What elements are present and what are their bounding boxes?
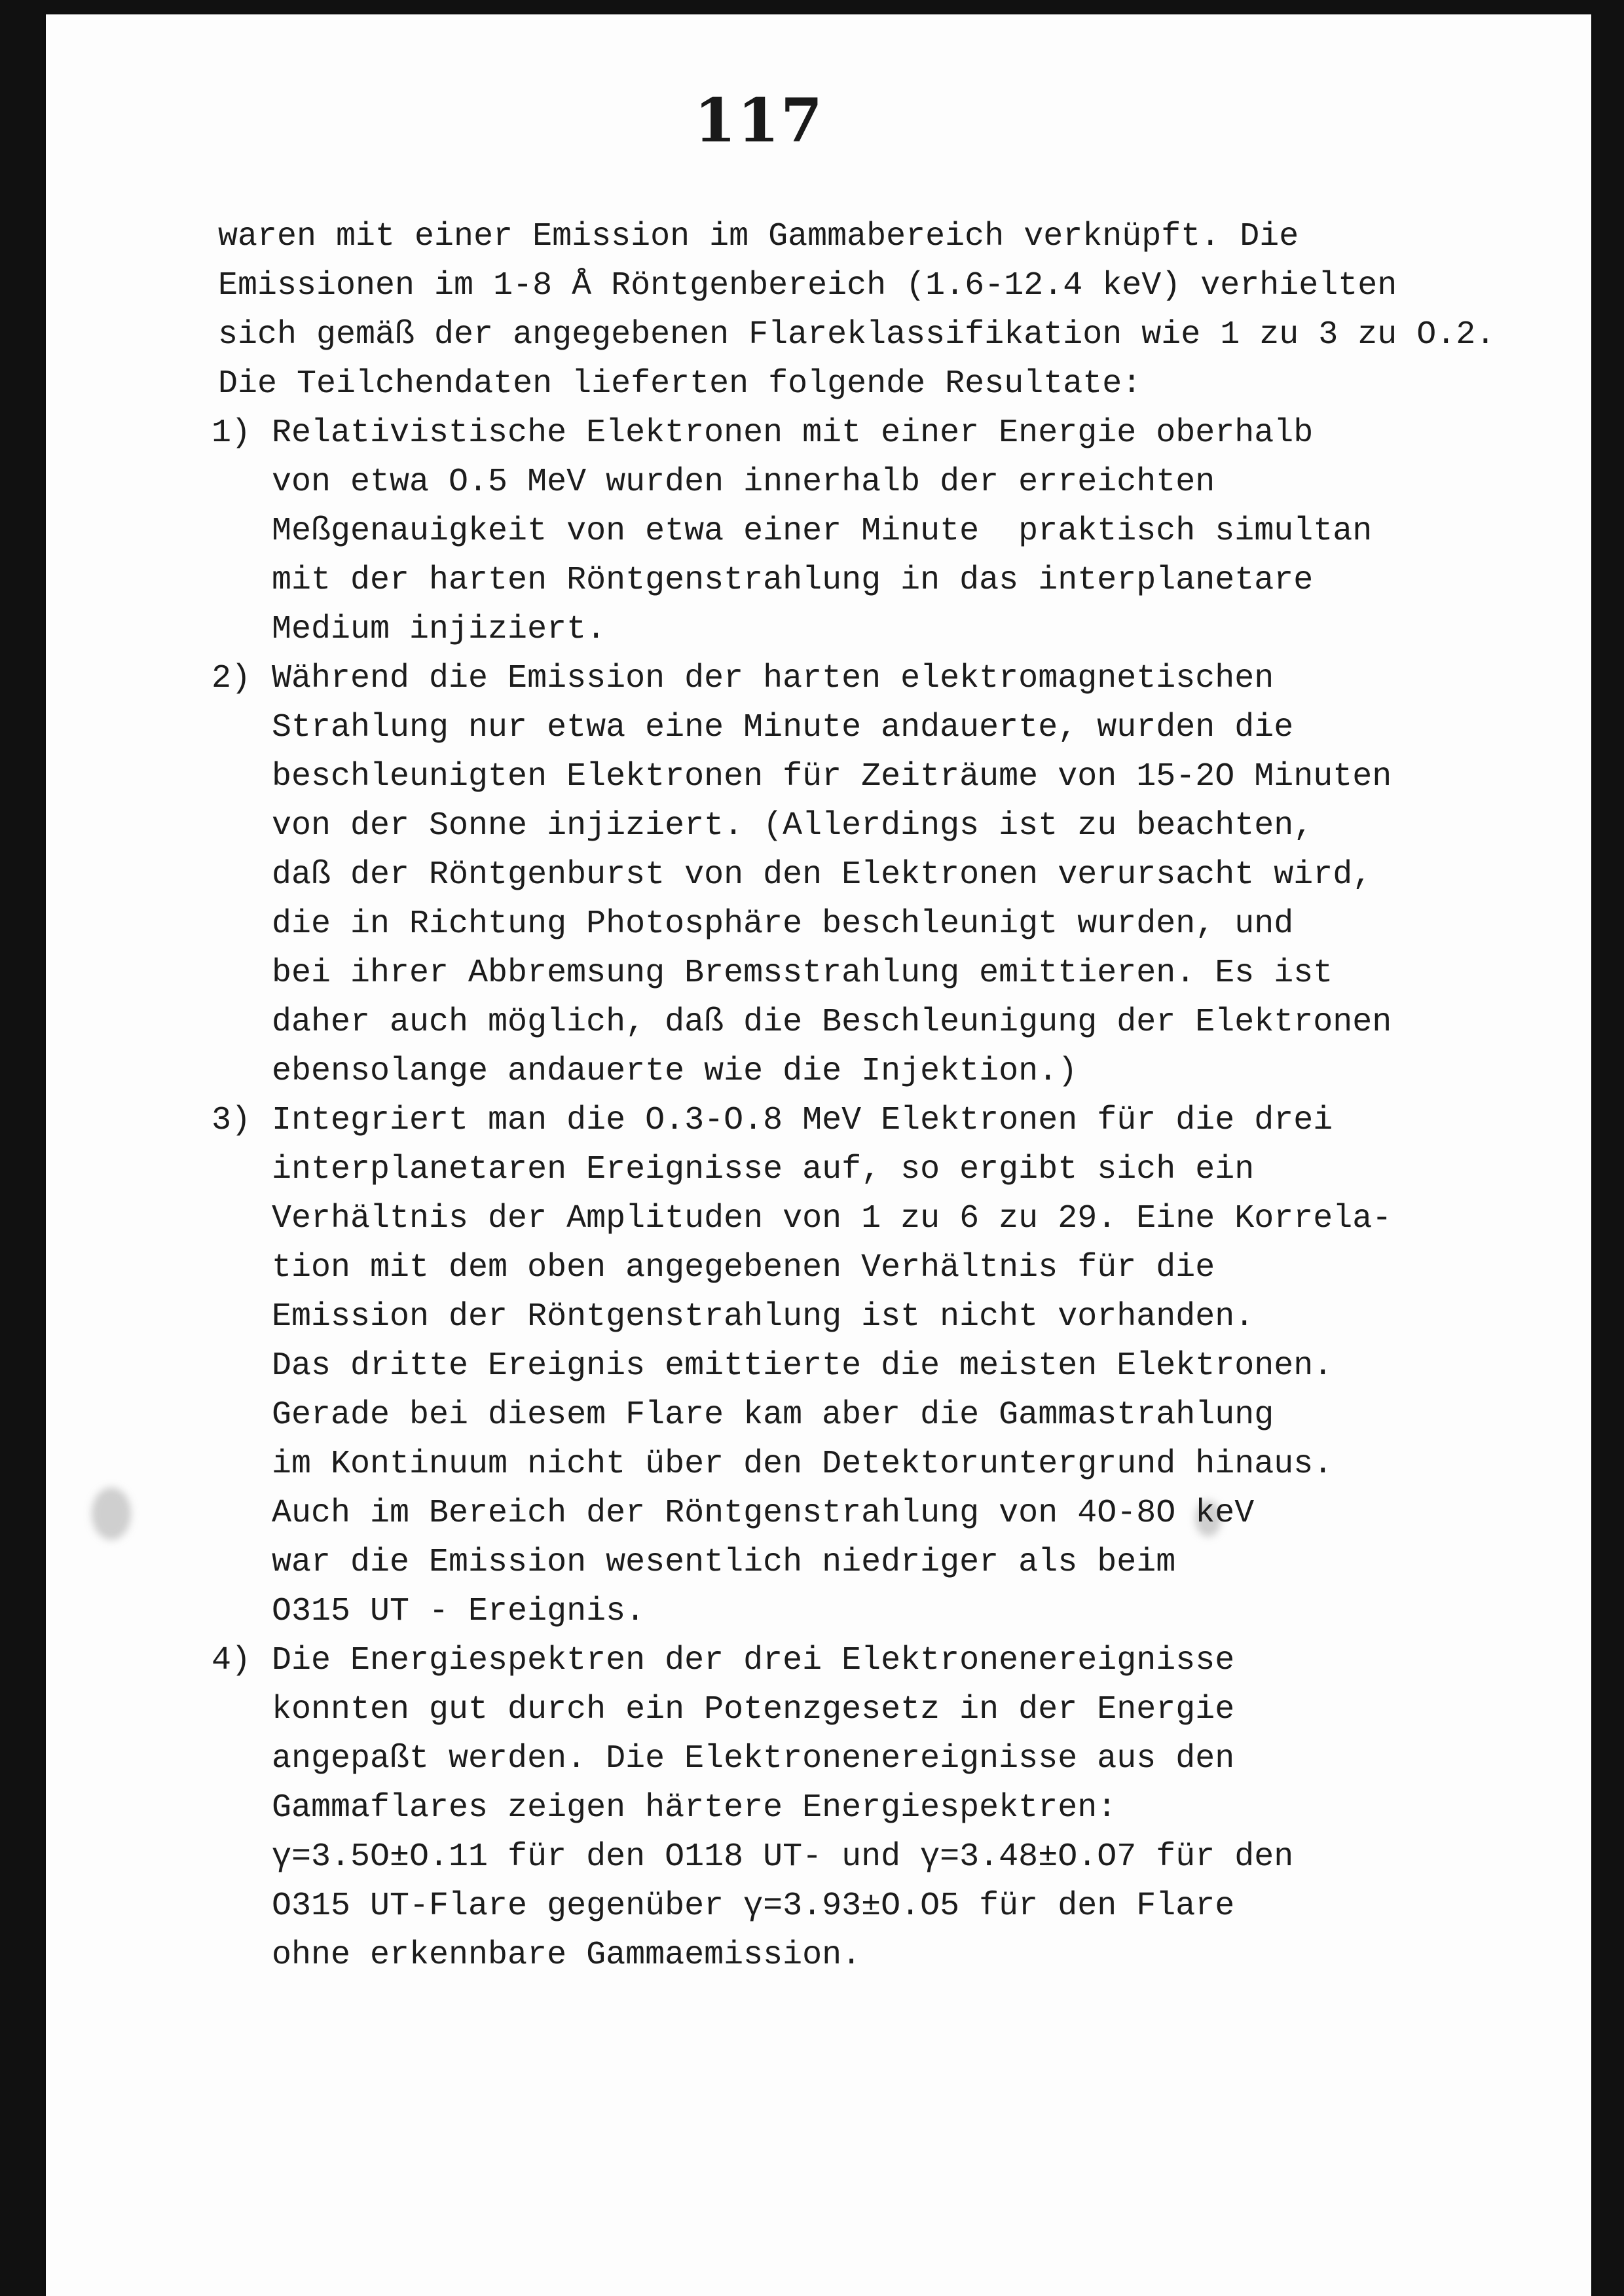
- list-item-line: ohne erkennbare Gammaemission.: [272, 1937, 862, 1974]
- list-item-line: Verhältnis der Amplituden von 1 zu 6 zu 29. Eine Korrela-: [272, 1200, 1392, 1237]
- list-item-line: Medium injiziert.: [272, 611, 606, 648]
- text-line: sich gemäß der angegebenen Flareklassifikation wie 1 zu 3 zu O.2.: [218, 316, 1496, 354]
- list-item-line: war die Emission wesentlich niedriger als beim: [272, 1544, 1176, 1581]
- list-marker: 4): [212, 1642, 251, 1679]
- text-line: Die Teilchendaten lieferten folgende Resultate:: [218, 365, 1142, 403]
- smudge-mark: [92, 1487, 131, 1540]
- list-item-line: Die Energiespektren der drei Elektronenereignisse: [272, 1642, 1235, 1679]
- page-number: 117: [694, 85, 824, 156]
- list-item-line: Integriert man die O.3-O.8 MeV Elektronen für die drei: [272, 1102, 1333, 1139]
- list-item-line: tion mit dem oben angegebenen Verhältnis für die: [272, 1249, 1215, 1286]
- list-item-line: bei ihrer Abbremsung Bremsstrahlung emittieren. Es ist: [272, 955, 1333, 992]
- list-marker: 2): [212, 660, 251, 697]
- list-item-line: von der Sonne injiziert. (Allerdings ist zu beachten,: [272, 807, 1314, 845]
- list-item-line: Gammaflares zeigen härtere Energiespektren:: [272, 1789, 1117, 1827]
- text-line: Emissionen im 1-8 Å Röntgenbereich (1.6-12.4 keV) verhielten: [218, 267, 1397, 304]
- list-item-line: Emission der Röntgenstrahlung ist nicht vorhanden.: [272, 1298, 1255, 1336]
- list-item-line: Das dritte Ereignis emittierte die meisten Elektronen.: [272, 1347, 1333, 1385]
- list-item-line: Auch im Bereich der Röntgenstrahlung von 4O-8O keV: [272, 1495, 1255, 1532]
- list-item-line: Strahlung nur etwa eine Minute andauerte, wurden die: [272, 709, 1294, 746]
- list-item-line: mit der harten Röntgenstrahlung in das interplanetare: [272, 562, 1314, 599]
- list-item-line: im Kontinuum nicht über den Detektoruntergrund hinaus.: [272, 1446, 1333, 1483]
- list-item-line: O315 UT-Flare gegenüber γ=3.93±O.O5 für den Flare: [272, 1887, 1235, 1925]
- list-item-line: von etwa O.5 MeV wurden innerhalb der erreichten: [272, 464, 1215, 501]
- list-item-line: konnten gut durch ein Potenzgesetz in der Energie: [272, 1691, 1235, 1728]
- list-item-line: γ=3.5O±O.11 für den O118 UT- und γ=3.48±O.O7 für den: [272, 1838, 1294, 1876]
- list-item-line: die in Richtung Photosphäre beschleunigt wurden, und: [272, 905, 1294, 943]
- list-item-line: daß der Röntgenburst von den Elektronen verursacht wird,: [272, 856, 1373, 894]
- list-marker: 1): [212, 414, 251, 452]
- list-item-line: O315 UT - Ereignis.: [272, 1593, 646, 1630]
- text-line: waren mit einer Emission im Gammabereich verknüpft. Die: [218, 218, 1299, 255]
- list-item-line: Relativistische Elektronen mit einer Energie oberhalb: [272, 414, 1314, 452]
- list-item-line: daher auch möglich, daß die Beschleunigung der Elektronen: [272, 1004, 1392, 1041]
- list-item-line: Gerade bei diesem Flare kam aber die Gammastrahlung: [272, 1396, 1274, 1434]
- list-item-line: Während die Emission der harten elektromagnetischen: [272, 660, 1274, 697]
- list-marker: 3): [212, 1102, 251, 1139]
- list-item-line: angepaßt werden. Die Elektronenereignisse aus den: [272, 1740, 1235, 1777]
- list-item-line: interplanetaren Ereignisse auf, so ergibt sich ein: [272, 1151, 1255, 1188]
- list-item-line: ebensolange andauerte wie die Injektion.): [272, 1053, 1078, 1090]
- list-item-line: beschleunigten Elektronen für Zeiträume von 15-2O Minuten: [272, 758, 1392, 795]
- list-item-line: Meßgenauigkeit von etwa einer Minute praktisch simultan: [272, 513, 1373, 550]
